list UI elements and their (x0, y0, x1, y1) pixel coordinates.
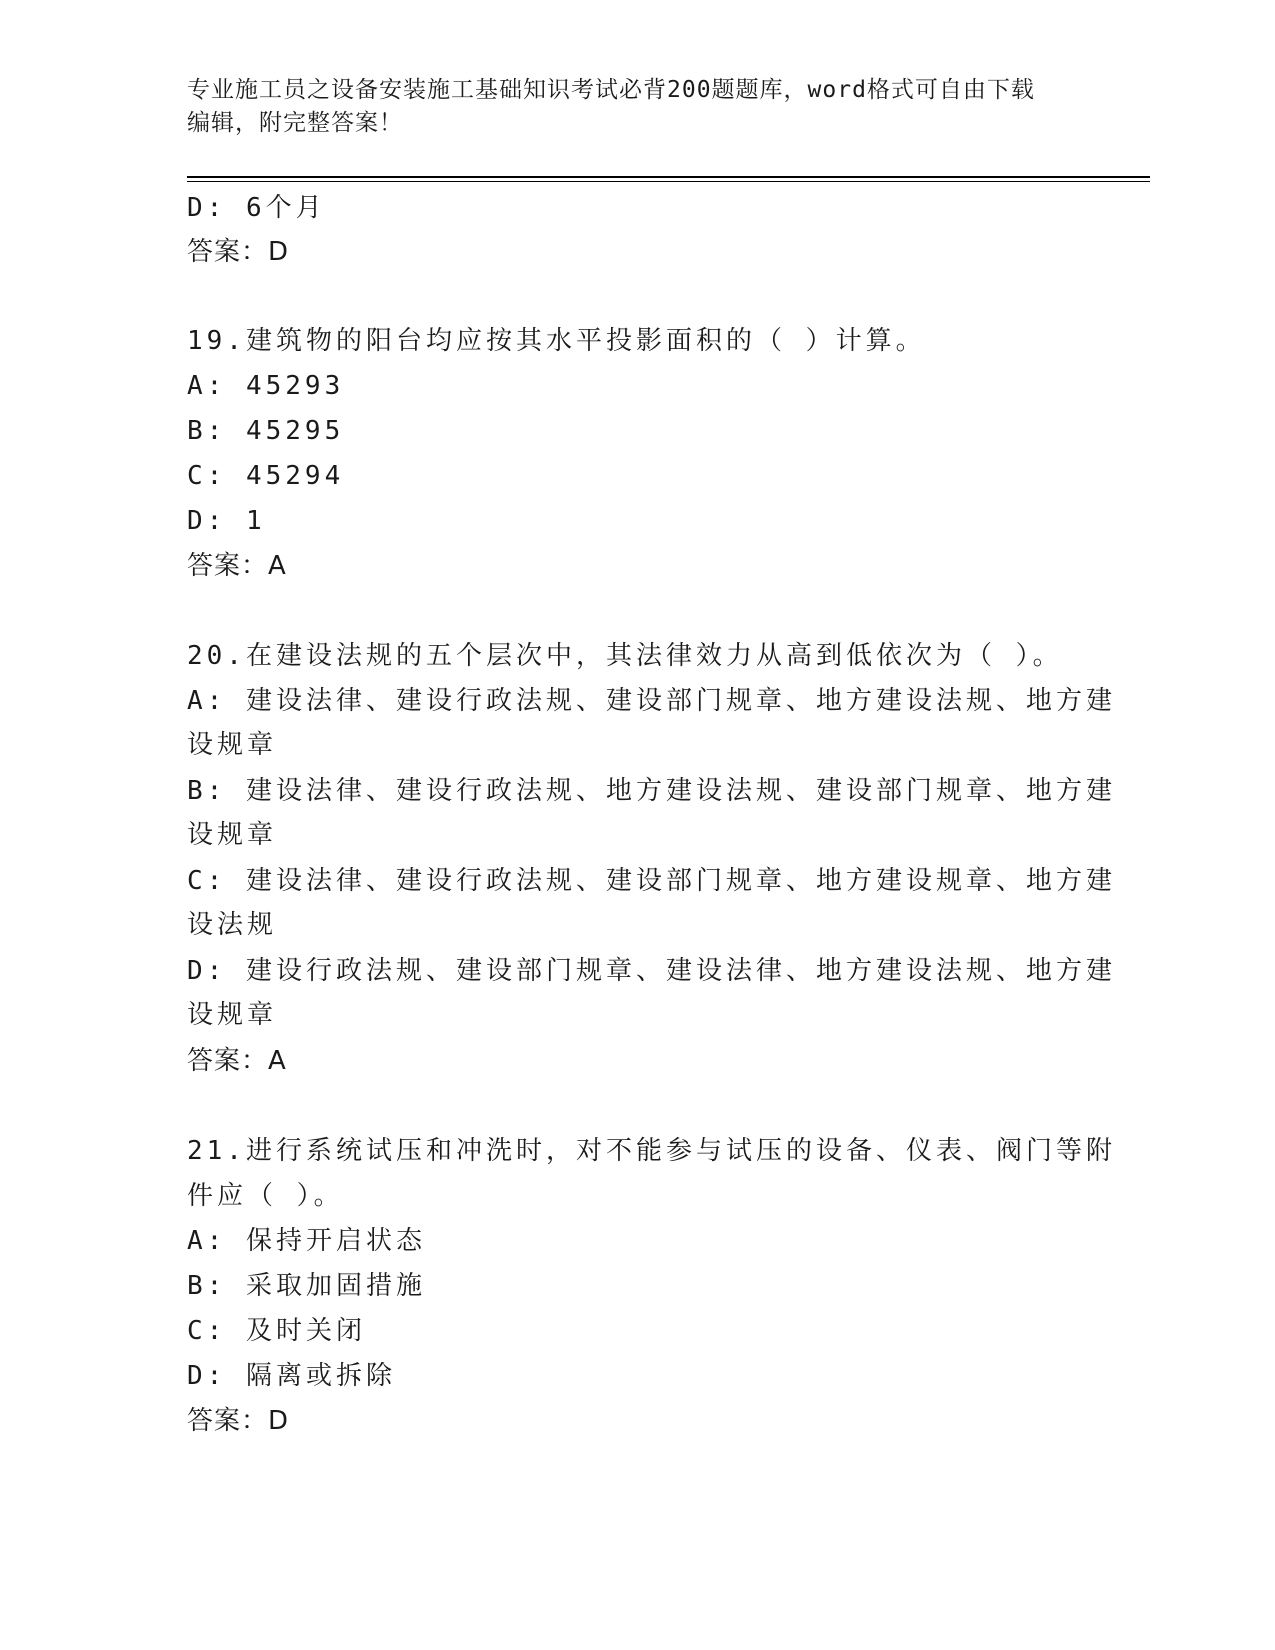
q20-option-a-line2: 设规章 (187, 730, 278, 760)
q20-option-b-line1: B: 建设法律、建设行政法规、地方建设法规、建设部门规章、地方建 (187, 776, 1116, 806)
q21-answer: 答案：D (187, 1406, 290, 1436)
q20-option-b-line2: 设规章 (187, 820, 278, 850)
q20-option-d-line2: 设规章 (187, 1000, 278, 1030)
q21-stem-line2: 件应（ ）。 (187, 1181, 344, 1211)
q19-option-d: D: 1 (187, 506, 266, 536)
q19-option-b: B: 45295 (187, 416, 345, 446)
q20-answer: 答案：A (187, 1046, 287, 1076)
q20-option-c-line1: C: 建设法律、建设行政法规、建设部门规章、地方建设规章、地方建 (187, 866, 1116, 896)
header-divider-thick (187, 176, 1150, 178)
q19-stem: 19.建筑物的阳台均应按其水平投影面积的（ ）计算。 (187, 326, 926, 356)
q19-option-a: A: 45293 (187, 371, 345, 401)
document-header (187, 74, 1087, 140)
q19-option-c: C: 45294 (187, 461, 345, 491)
q21-option-a: A: 保持开启状态 (187, 1226, 426, 1256)
header-divider-thin (187, 181, 1150, 182)
header-title-line1: 专业施工员之设备安装施工基础知识考试必背200题题库，word格式可自由下载 (187, 77, 1035, 103)
q19-answer: 答案：A (187, 551, 287, 581)
q20-option-d-line1: D: 建设行政法规、建设部门规章、建设法律、地方建设法规、地方建 (187, 956, 1116, 986)
q20-stem: 20.在建设法规的五个层次中，其法律效力从高到低依次为（ ）。 (187, 641, 1063, 671)
q21-option-b: B: 采取加固措施 (187, 1271, 426, 1301)
q20-option-a-line1: A: 建设法律、建设行政法规、建设部门规章、地方建设法规、地方建 (187, 686, 1116, 716)
q21-stem-line1: 21.进行系统试压和冲洗时，对不能参与试压的设备、仪表、阀门等附 (187, 1136, 1116, 1166)
prev-answer: 答案：D (187, 237, 290, 267)
q21-option-c: C: 及时关闭 (187, 1316, 366, 1346)
prev-option-d: D: 6个月 (187, 193, 326, 223)
q21-option-d: D: 隔离或拆除 (187, 1361, 396, 1391)
q20-option-c-line2: 设法规 (187, 910, 278, 940)
header-title-line2: 编辑，附完整答案！ (187, 110, 403, 136)
